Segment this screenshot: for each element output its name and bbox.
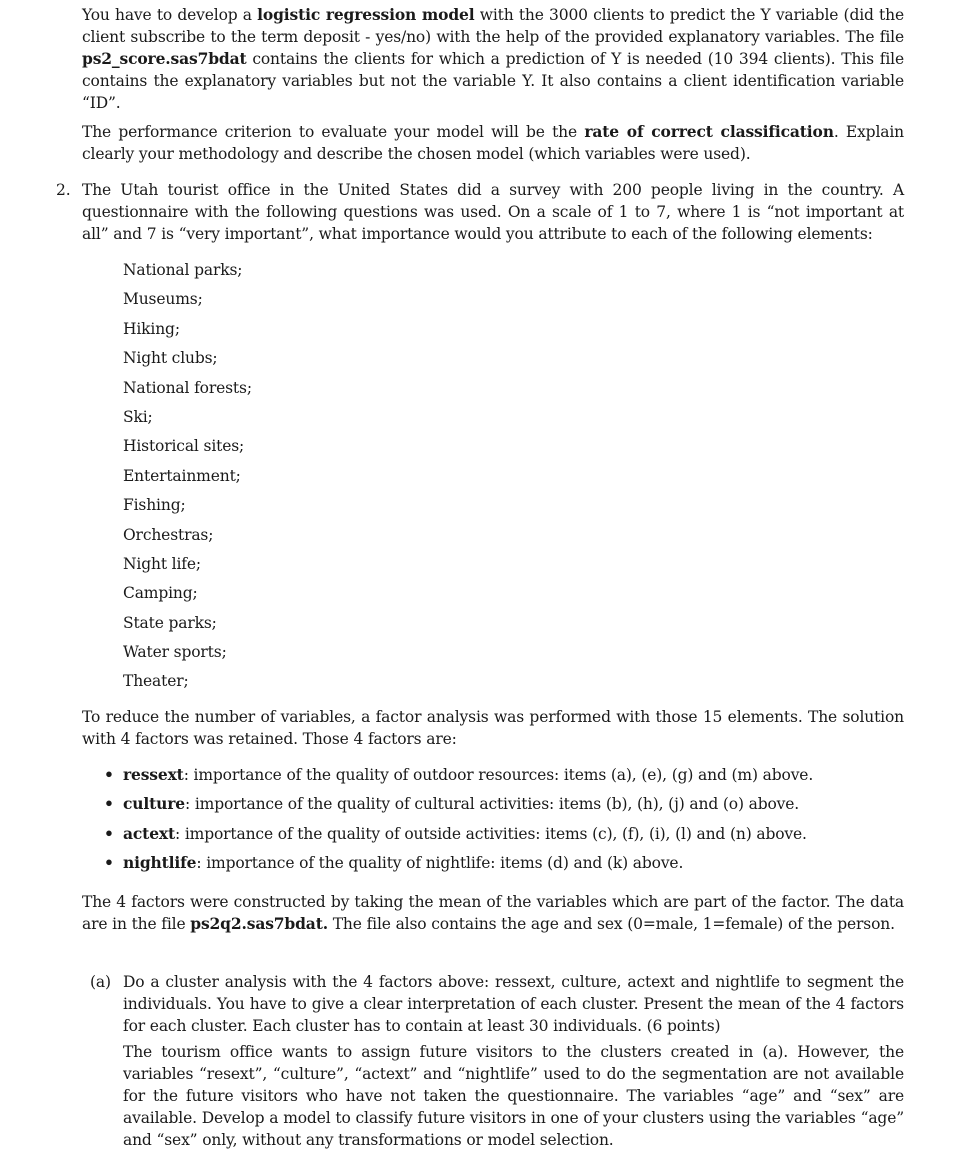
factor-description: : importance of the quality of outside activities: items (c), (f), (i), (l) and (n) above. [175,824,807,843]
survey-item-text: Historical sites; [123,437,245,456]
factor-description: : importance of the quality of nightlife: items (d) and (k) above. [196,854,684,873]
survey-item-text: Hiking; [123,319,180,338]
criterion-text-1: The performance criterion to evaluate your model will be the [82,123,585,141]
factor-name: culture [123,794,186,814]
survey-item-text: Orchestras; [123,525,214,544]
factor-name: ressext [123,765,184,784]
survey-item-text: Theater; [123,672,189,691]
constructed-text-1: The 4 factors were constructed by taking the mean of the variables which are part of the factor. The data are in the file [82,893,904,933]
question-2 [56,179,904,245]
intro-paragraph [82,4,904,114]
survey-item-text: National forests; [123,378,252,397]
factor-text [123,823,807,845]
reduce-paragraph: To reduce the number of variables, a factor analysis was performed with those 15 elements. The solution with 4 factors was retained. Those 4 factors are: [82,708,904,748]
sub-question-a-label: (a) [90,973,111,991]
question-2-number: 2. [56,181,71,199]
bullet-icon: • [104,853,114,873]
sub-question-a-text: Do a cluster analysis with the 4 factors above: ressext, culture, actext and nightlife to segment the individuals. You have to give a clear interpretation of each cluster. Present the mean of the 4 factors for each cluster. Each cluster has to contain at least 30 individuals. (6 points) [123,973,904,1035]
constructed-bold-file: ps2q2.sas7bdat. [190,914,328,933]
intro-bold-file: ps2_score.sas7bdat [82,49,247,68]
survey-item-text: Ski; [123,407,153,426]
intro-text-2: with the 3000 clients to predict the Y variable (did the client subscribe to the term deposit - yes/no) with the help of the provided explanatory variables. The file [82,6,904,46]
bullet-icon: • [104,794,114,814]
question-2-text: The Utah tourist office in the United States did a survey with 200 people living in the country. A questionnaire with the following questions was used. On a scale of 1 to 7, where 1 is “not important at all” and 7 is “very important”, what importance would you attribute to each of the following elements: [82,181,904,243]
survey-item-text: Night life; [123,554,201,573]
sub-question-a [90,971,904,1037]
survey-item-text: Museums; [123,290,203,309]
intro-bold-model: logistic regression model [257,5,475,24]
survey-item-text: Water sports; [123,643,227,662]
factor-text [123,764,813,786]
constructed-paragraph [82,891,904,935]
factor-description: : importance of the quality of cultural activities: items (b), (h), (j) and (o) above. [185,795,800,814]
factor-description: : importance of the quality of outdoor resources: items (a), (e), (g) and (m) above. [183,766,814,784]
survey-item-text: Fishing; [123,496,186,515]
factor-text [123,852,683,874]
factor-name: nightlife [123,853,197,873]
bullet-icon: • [104,823,114,843]
survey-item-text: National parks; [123,261,243,279]
survey-item-text: Entertainment; [123,466,241,485]
survey-item-text: Night clubs; [123,349,218,368]
criterion-bold: rate of correct classification [584,122,834,141]
criterion-text-2: . Explain clearly your methodology and describe the chosen model (which variables were used). [82,123,904,163]
constructed-text-2: The file also contains the age and sex (0=male, 1=female) of the person. [327,915,895,933]
criterion-paragraph [82,121,904,165]
survey-item-text: Camping; [123,584,198,603]
intro-text-1: You have to develop a [82,6,258,24]
sub-question-b: The tourism office wants to assign future visitors to the clusters created in (a). However, the variables “resext”, “culture”, “actext” and “nightlife” used to do the segmentation are not available for the future visitors who have not taken the questionnaire. The variables “age” and “sex” are available. Develop a model to classify future visitors in one of your clusters using the variables “age” and “sex” only, without any transformations or model selection. [123,1043,904,1149]
bullet-icon: • [104,765,114,784]
intro-text-3: contains the clients for which a prediction of Y is needed (10 394 clients). This file contains the explanatory variables but not the variable Y. It also contains a client identification variable “ID”. [82,50,904,112]
factor-text [123,793,799,815]
factor-name: actext [123,823,176,843]
survey-item-text: State parks; [123,613,217,632]
